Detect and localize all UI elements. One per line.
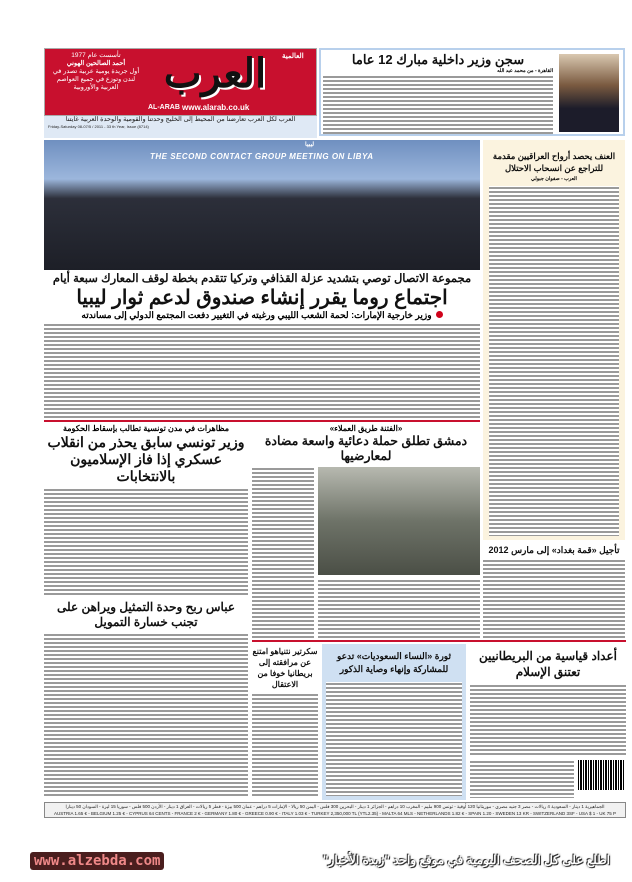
britain-headline[interactable]: أعداد قياسية من البريطانيين تعتنق الإسلام bbox=[479, 649, 617, 679]
sidebar bbox=[483, 140, 625, 540]
promo-site-link[interactable]: www.alzebda.com bbox=[30, 852, 164, 870]
top-story-text bbox=[323, 52, 553, 134]
since: تأسست عام 1977 bbox=[71, 52, 121, 59]
saudi-body bbox=[326, 682, 462, 796]
tunisia-column bbox=[44, 424, 248, 798]
logo: العرب bbox=[163, 50, 267, 97]
syria-content bbox=[252, 467, 480, 638]
lead-kicker: مجموعة الاتصال توصي بتشديد عزلة القذافي وتركيا تتقدم بخطة لوقف المعارك سبعة أيام bbox=[52, 273, 472, 285]
slogan-bar bbox=[44, 116, 317, 138]
syria-kicker: «الفتنة طريق العملاء» bbox=[329, 424, 403, 433]
photo-sign: ليبيا bbox=[305, 142, 315, 148]
lead-subhead bbox=[44, 310, 480, 321]
divider bbox=[44, 420, 480, 422]
britain-body-2 bbox=[470, 760, 574, 798]
divider-bottom bbox=[252, 640, 626, 642]
top-story-headline[interactable]: سجن وزير داخلية مبارك 12 عاما bbox=[351, 52, 525, 67]
lead-story bbox=[44, 272, 480, 418]
saudi-headline[interactable]: ثورة «النساء السعوديات» تدعو للمشاركة وإنهاء وصاية الذكور bbox=[337, 651, 451, 674]
lead-subhead-text: وزير خارجية الإمارات: لحمة الشعب الليبي ورغبته في التغيير دفعت المجتمع الدولي إلى مساندته bbox=[81, 310, 432, 320]
netanyahu-headline[interactable]: سكرتير نتنياهو امتنع عن مرافقته إلى بريطانيا خوفا من الاعتقال bbox=[252, 647, 318, 689]
sidebar-body bbox=[489, 186, 619, 536]
britain-body bbox=[470, 684, 626, 756]
tunisia-body bbox=[44, 488, 248, 597]
syria-body-2 bbox=[318, 579, 480, 638]
tunisia-headline[interactable]: وزير تونسي سابق يحذر من انقلاب عسكري إذا فاز الإسلاميون بالانتخابات bbox=[47, 434, 245, 484]
lead-headline[interactable]: اجتماع روما يقرر إنشاء صندوق لدعم ثوار ليبيا bbox=[76, 287, 448, 309]
intl-prices: AUSTRIA 1.65 € - BELGIUM 1.25 € - CYPRUS 64 CENTS - FRANCE 2 € - GERMANY 1.80 € - GREECE 0.90 € - ITALY 1.03 € - TURKEY 2,350,000 TL (YTL2.35) - MALTA 64 MLS - NETHERLANDS 1.82 € - SPAIN 1.20 - SWEDEN 13 KR - SWITZERLAND 3SF - USA $ 1 - UK 75 P bbox=[54, 811, 616, 816]
tagline: أول جريدة يومية عربية تصدر في لندن وتوزع في جميع العواصم العربية والأوروبية bbox=[52, 68, 140, 91]
photo-banner: THE SECOND CONTACT GROUP MEETING ON LIBYA bbox=[150, 152, 374, 161]
top-story-body bbox=[323, 75, 553, 134]
promo-text: اطلع على كل الصحف اليومية في موقع واحد "زبدة الأخبار" bbox=[322, 853, 610, 867]
founder: أحمد الصالحين الهوني bbox=[66, 60, 126, 67]
sidebar-body-2 bbox=[483, 559, 625, 640]
portrait-photo bbox=[559, 54, 619, 132]
bullet-icon bbox=[436, 311, 443, 318]
abbas-headline[interactable]: عباس ربح وحدة التمثيل ويراهن على تجنب خسارة التمويل bbox=[56, 600, 235, 629]
arab-prices: الجماهيرية 1 دينار - السعودية 4 ريالات - مصر 3 جنيه مصري - موريتانيا 120 أوقية - تونس 900 مليم - المغرب 10 دراهم - الجزائر 1 دينار - البحرين 300 فلس - اليمن 50 ريالا - الإمارات 5 دراهم - عمان 500 بيزة - قطر 5 ريالات - العراق 1 دينار - الأردن 500 فلس - سوريا 15 ليرة - السودان 50 دينارا bbox=[65, 804, 605, 809]
netanyahu-body bbox=[252, 693, 318, 798]
sidebar-headline[interactable]: العنف يحصد أرواح العراقيين مقدمة للتراجع عن انسحاب الاحتلال bbox=[492, 151, 616, 173]
britain-story bbox=[470, 648, 626, 756]
barcode bbox=[578, 760, 624, 790]
syria-right bbox=[318, 467, 480, 638]
syria-photo bbox=[318, 467, 480, 575]
top-story bbox=[319, 48, 625, 136]
promo-footer bbox=[30, 850, 610, 872]
founding-info bbox=[50, 52, 142, 92]
issue-date: Friday-Saturday 08-07/5 / 2011 - 33 th Year, Issue (8714) bbox=[48, 124, 149, 129]
dateline: القاهرة - من محمد عبد الله bbox=[497, 68, 553, 74]
syria-story bbox=[252, 424, 480, 638]
saudi-box bbox=[322, 644, 466, 800]
tunisia-kicker: مظاهرات في مدن تونسية تطالب بإسقاط الحكومة bbox=[62, 424, 229, 433]
logo-sub: العالمية bbox=[282, 53, 304, 60]
sidebar-byline: العرب - صفوان جبولي bbox=[531, 176, 577, 182]
netanyahu-story bbox=[252, 646, 318, 798]
price-strip bbox=[44, 802, 626, 818]
logo-latin: AL-ARAB bbox=[148, 104, 180, 111]
slogan: العرب لكل العرب تعارضنا من المحيط إلى الخليج وحدتنا والقومية والوحدة العربية غايتنا bbox=[65, 116, 296, 123]
lead-body bbox=[44, 323, 480, 418]
website-link[interactable]: www.alarab.co.uk bbox=[182, 103, 250, 112]
abbas-body bbox=[44, 633, 248, 798]
baghdad-summit-headline[interactable]: تأجيل «قمة بغداد» إلى مارس 2012 bbox=[488, 545, 620, 555]
baghdad-story bbox=[483, 544, 625, 640]
syria-body bbox=[252, 467, 314, 638]
syria-headline[interactable]: دمشق تطلق حملة دعائية واسعة مضادة لمعارضيها bbox=[264, 434, 468, 463]
